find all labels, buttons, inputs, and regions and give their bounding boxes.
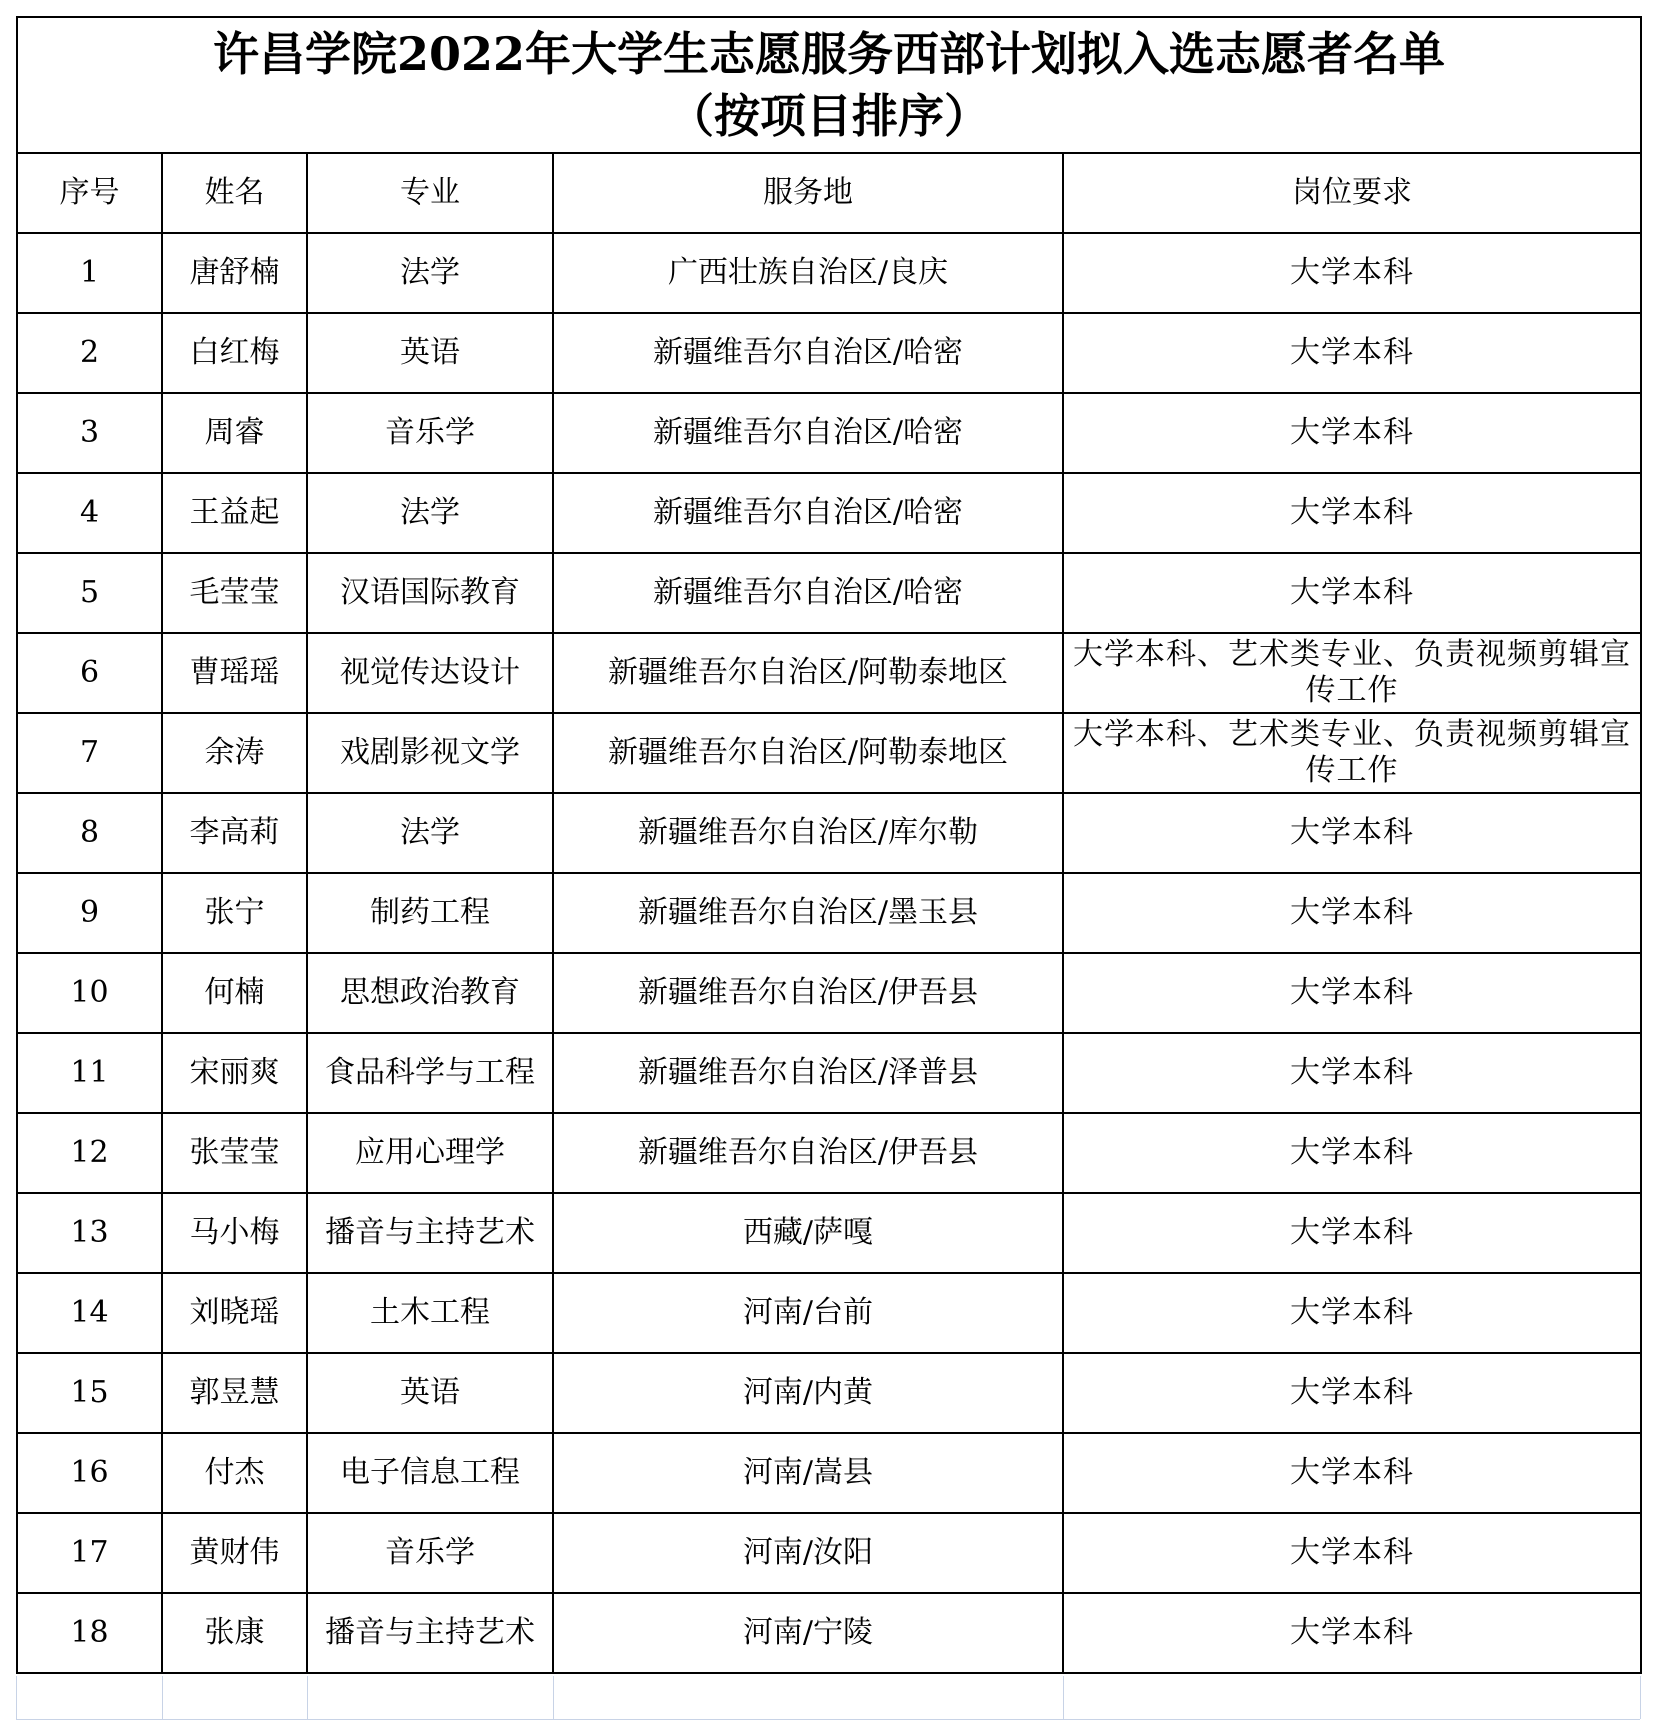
grid-line	[162, 1676, 163, 1719]
cell-service-location[interactable]: 河南/台前	[553, 1273, 1063, 1353]
cell-service-location[interactable]: 新疆维吾尔自治区/哈密	[553, 393, 1063, 473]
cell-name[interactable]: 王益起	[162, 473, 307, 553]
cell-service-location[interactable]: 新疆维吾尔自治区/墨玉县	[553, 873, 1063, 953]
cell-requirements[interactable]: 大学本科	[1063, 313, 1641, 393]
cell-name[interactable]: 白红梅	[162, 313, 307, 393]
cell-name[interactable]: 李高莉	[162, 793, 307, 873]
cell-index[interactable]: 14	[17, 1273, 162, 1353]
empty-grid-row	[16, 1676, 1640, 1720]
cell-requirements[interactable]: 大学本科	[1063, 1593, 1641, 1673]
table-row	[17, 233, 1641, 313]
table-subtitle: （按项目排序）	[668, 89, 991, 143]
cell-requirements[interactable]: 大学本科	[1063, 953, 1641, 1033]
cell-service-location[interactable]: 河南/嵩县	[553, 1433, 1063, 1513]
cell-name[interactable]: 何楠	[162, 953, 307, 1033]
cell-index[interactable]: 6	[17, 633, 162, 713]
cell-major[interactable]: 法学	[307, 793, 553, 873]
table-row	[17, 1033, 1641, 1113]
cell-service-location[interactable]: 新疆维吾尔自治区/哈密	[553, 313, 1063, 393]
cell-name[interactable]: 马小梅	[162, 1193, 307, 1273]
cell-major[interactable]: 食品科学与工程	[307, 1033, 553, 1113]
cell-major[interactable]: 土木工程	[307, 1273, 553, 1353]
cell-name[interactable]: 刘晓瑶	[162, 1273, 307, 1353]
table-row	[17, 393, 1641, 473]
cell-major[interactable]: 英语	[307, 1353, 553, 1433]
table-row	[17, 633, 1641, 713]
cell-index[interactable]: 1	[17, 233, 162, 313]
cell-major[interactable]: 法学	[307, 233, 553, 313]
cell-major[interactable]: 音乐学	[307, 393, 553, 473]
cell-name[interactable]: 曹瑶瑶	[162, 633, 307, 713]
column-header-service-location[interactable]: 服务地	[553, 153, 1063, 233]
table-row	[17, 793, 1641, 873]
cell-index[interactable]: 13	[17, 1193, 162, 1273]
column-header-name[interactable]: 姓名	[162, 153, 307, 233]
cell-service-location[interactable]: 新疆维吾尔自治区/伊吾县	[553, 953, 1063, 1033]
cell-name[interactable]: 张莹莹	[162, 1113, 307, 1193]
grid-line	[1640, 1676, 1641, 1719]
table-row	[17, 473, 1641, 553]
cell-major[interactable]: 戏剧影视文学	[307, 713, 553, 793]
cell-requirements[interactable]: 大学本科	[1063, 1113, 1641, 1193]
cell-name[interactable]: 宋丽爽	[162, 1033, 307, 1113]
cell-index[interactable]: 12	[17, 1113, 162, 1193]
cell-index[interactable]: 5	[17, 553, 162, 633]
cell-requirements[interactable]: 大学本科	[1063, 393, 1641, 473]
cell-name[interactable]: 黄财伟	[162, 1513, 307, 1593]
cell-service-location[interactable]: 河南/内黄	[553, 1353, 1063, 1433]
cell-major[interactable]: 播音与主持艺术	[307, 1593, 553, 1673]
cell-major[interactable]: 应用心理学	[307, 1113, 553, 1193]
cell-name[interactable]: 余涛	[162, 713, 307, 793]
cell-requirements[interactable]: 大学本科	[1063, 1193, 1641, 1273]
grid-line	[553, 1676, 554, 1719]
cell-major[interactable]: 电子信息工程	[307, 1433, 553, 1513]
cell-service-location[interactable]: 广西壮族自治区/良庆	[553, 233, 1063, 313]
grid-line	[1063, 1676, 1064, 1719]
cell-name[interactable]: 毛莹莹	[162, 553, 307, 633]
cell-name[interactable]: 唐舒楠	[162, 233, 307, 313]
cell-service-location[interactable]: 河南/宁陵	[553, 1593, 1063, 1673]
cell-requirements[interactable]: 大学本科	[1063, 1353, 1641, 1433]
cell-requirements[interactable]: 大学本科	[1063, 1033, 1641, 1113]
cell-index[interactable]: 17	[17, 1513, 162, 1593]
cell-service-location[interactable]: 新疆维吾尔自治区/库尔勒	[553, 793, 1063, 873]
table-row	[17, 713, 1641, 793]
table-row	[17, 553, 1641, 633]
column-header-requirements[interactable]: 岗位要求	[1063, 153, 1641, 233]
cell-requirements[interactable]: 大学本科	[1063, 793, 1641, 873]
grid-line	[307, 1676, 308, 1719]
table-row	[17, 1433, 1641, 1513]
table-row	[17, 1353, 1641, 1433]
cell-service-location[interactable]: 新疆维吾尔自治区/泽普县	[553, 1033, 1063, 1113]
cell-index[interactable]: 15	[17, 1353, 162, 1433]
cell-index[interactable]: 18	[17, 1593, 162, 1673]
cell-requirements[interactable]: 大学本科	[1063, 473, 1641, 553]
cell-requirements[interactable]: 大学本科	[1063, 233, 1641, 313]
table-row	[17, 313, 1641, 393]
column-header-index[interactable]: 序号	[17, 153, 162, 233]
cell-index[interactable]: 7	[17, 713, 162, 793]
cell-requirements[interactable]: 大学本科	[1063, 873, 1641, 953]
table-row	[17, 1193, 1641, 1273]
cell-requirements[interactable]: 大学本科、艺术类专业、负责视频剪辑宣传工作	[1063, 633, 1641, 713]
cell-requirements[interactable]: 大学本科	[1063, 1513, 1641, 1593]
cell-name[interactable]: 张宁	[162, 873, 307, 953]
cell-name[interactable]: 周睿	[162, 393, 307, 473]
cell-major[interactable]: 英语	[307, 313, 553, 393]
cell-service-location[interactable]: 新疆维吾尔自治区/哈密	[553, 553, 1063, 633]
cell-index[interactable]: 10	[17, 953, 162, 1033]
cell-name[interactable]: 张康	[162, 1593, 307, 1673]
volunteer-list-table	[16, 16, 1642, 1674]
cell-index[interactable]: 9	[17, 873, 162, 953]
cell-name[interactable]: 郭昱慧	[162, 1353, 307, 1433]
cell-service-location[interactable]: 新疆维吾尔自治区/阿勒泰地区	[553, 633, 1063, 713]
spreadsheet-page	[16, 16, 1640, 1674]
cell-index[interactable]: 4	[17, 473, 162, 553]
cell-service-location[interactable]: 新疆维吾尔自治区/阿勒泰地区	[553, 713, 1063, 793]
cell-service-location[interactable]: 西藏/萨嘎	[553, 1193, 1063, 1273]
table-row	[17, 1273, 1641, 1353]
cell-index[interactable]: 8	[17, 793, 162, 873]
table-title: 许昌学院2022年大学生志愿服务西部计划拟入选志愿者名单	[213, 27, 1446, 81]
cell-requirements[interactable]: 大学本科	[1063, 1433, 1641, 1513]
table-row	[17, 1593, 1641, 1673]
cell-major[interactable]: 音乐学	[307, 1513, 553, 1593]
cell-service-location[interactable]: 新疆维吾尔自治区/哈密	[553, 473, 1063, 553]
table-title-cell[interactable]	[17, 17, 1641, 153]
cell-index[interactable]: 16	[17, 1433, 162, 1513]
cell-requirements[interactable]: 大学本科	[1063, 553, 1641, 633]
table-row	[17, 1513, 1641, 1593]
column-header-major[interactable]: 专业	[307, 153, 553, 233]
cell-index[interactable]: 11	[17, 1033, 162, 1113]
cell-service-location[interactable]: 河南/汝阳	[553, 1513, 1063, 1593]
cell-major[interactable]: 汉语国际教育	[307, 553, 553, 633]
cell-requirements[interactable]: 大学本科、艺术类专业、负责视频剪辑宣传工作	[1063, 713, 1641, 793]
cell-major[interactable]: 视觉传达设计	[307, 633, 553, 713]
cell-major[interactable]: 法学	[307, 473, 553, 553]
cell-index[interactable]: 2	[17, 313, 162, 393]
cell-index[interactable]: 3	[17, 393, 162, 473]
table-row	[17, 873, 1641, 953]
cell-major[interactable]: 制药工程	[307, 873, 553, 953]
cell-service-location[interactable]: 新疆维吾尔自治区/伊吾县	[553, 1113, 1063, 1193]
title-row	[17, 17, 1641, 153]
table-row	[17, 953, 1641, 1033]
table-row	[17, 1113, 1641, 1193]
header-row	[17, 153, 1641, 233]
cell-name[interactable]: 付杰	[162, 1433, 307, 1513]
cell-major[interactable]: 播音与主持艺术	[307, 1193, 553, 1273]
cell-requirements[interactable]: 大学本科	[1063, 1273, 1641, 1353]
cell-major[interactable]: 思想政治教育	[307, 953, 553, 1033]
